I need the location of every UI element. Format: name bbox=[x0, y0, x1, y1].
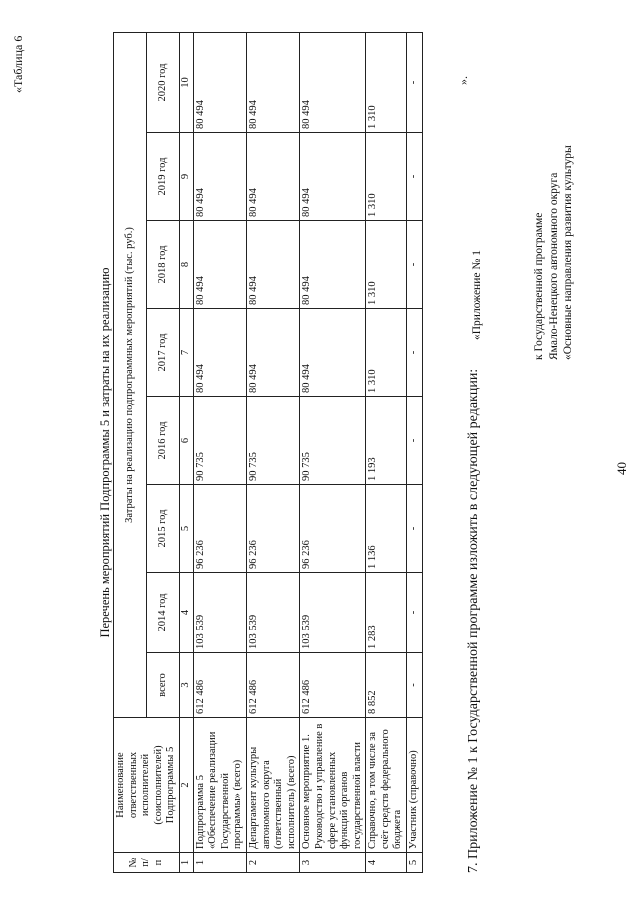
row-value: 1 283 bbox=[366, 573, 407, 653]
row-value: 96 236 bbox=[300, 485, 366, 573]
costs-table bbox=[113, 32, 423, 873]
row-value: 80 494 bbox=[300, 221, 366, 309]
column-index: 5 bbox=[179, 485, 193, 573]
row-value: - bbox=[407, 309, 423, 397]
column-index: 7 bbox=[179, 309, 193, 397]
row-value: 80 494 bbox=[193, 133, 246, 221]
column-index: 3 bbox=[179, 653, 193, 718]
row-value: - bbox=[407, 397, 423, 485]
row-value: - bbox=[407, 133, 423, 221]
row-value: - bbox=[407, 221, 423, 309]
row-value: 103 539 bbox=[193, 573, 246, 653]
row-value: 90 735 bbox=[246, 397, 299, 485]
column-index-row bbox=[179, 33, 193, 873]
page-number: 40 bbox=[614, 462, 629, 475]
row-value: 612 486 bbox=[193, 653, 246, 718]
row-value: 80 494 bbox=[193, 33, 246, 133]
row-value: 8 852 bbox=[366, 653, 407, 718]
column-index: 9 bbox=[179, 133, 193, 221]
row-value: 90 735 bbox=[300, 397, 366, 485]
table-row bbox=[366, 33, 407, 873]
row-number: 3 bbox=[300, 853, 366, 873]
header-costs: Затраты на реализацию подпрограммных мероприятий (тыс. руб.) bbox=[114, 33, 147, 718]
row-value: 612 486 bbox=[300, 653, 366, 718]
appendix-title: «Приложение № 1 bbox=[471, 250, 483, 340]
table-label: «Таблица 6 bbox=[11, 35, 25, 93]
section-heading: 7. Приложение № 1 к Государственной программе изложить в следующей редакции: bbox=[466, 368, 481, 873]
row-value: 1 310 bbox=[366, 309, 407, 397]
table-row bbox=[407, 33, 423, 873]
appendix-line: «Основные направления развития культуры bbox=[562, 145, 575, 360]
row-value: - bbox=[407, 573, 423, 653]
row-value: 80 494 bbox=[300, 133, 366, 221]
appendix-block bbox=[470, 30, 576, 360]
row-value: - bbox=[407, 653, 423, 718]
row-value: - bbox=[407, 33, 423, 133]
header-year: 2020 год bbox=[146, 33, 179, 133]
row-value: 1 310 bbox=[366, 221, 407, 309]
row-value: 96 236 bbox=[246, 485, 299, 573]
table-title: Перечень мероприятий Подпрограммы 5 и затраты на их реализацию bbox=[98, 267, 112, 638]
row-value: 1 310 bbox=[366, 33, 407, 133]
row-number: 2 bbox=[246, 853, 299, 873]
row-value: 80 494 bbox=[193, 221, 246, 309]
column-index: 2 bbox=[179, 718, 193, 853]
column-index: 10 bbox=[179, 33, 193, 133]
row-value: 1 310 bbox=[366, 133, 407, 221]
row-value: 1 136 bbox=[366, 485, 407, 573]
row-value: 80 494 bbox=[300, 33, 366, 133]
header-year: 2018 год bbox=[146, 221, 179, 309]
row-name: Основное мероприятие 1. Руководство и управление в сфере установленных функций органов государственной власти bbox=[300, 718, 366, 853]
row-value: - bbox=[407, 485, 423, 573]
row-name: Справочно, в том числе за счёт средств федерального бюджета bbox=[366, 718, 407, 853]
row-number: 4 bbox=[366, 853, 407, 873]
row-value: 80 494 bbox=[193, 309, 246, 397]
row-value: 80 494 bbox=[246, 221, 299, 309]
row-value: 103 539 bbox=[246, 573, 299, 653]
column-index: 4 bbox=[179, 573, 193, 653]
row-name: Участник (справочно) bbox=[407, 718, 423, 853]
header-year: 2014 год bbox=[146, 573, 179, 653]
appendix-line: к Государственной программе bbox=[533, 212, 546, 360]
row-number: 1 bbox=[193, 853, 246, 873]
header-number: № п/п bbox=[114, 853, 180, 873]
column-index: 1 bbox=[179, 853, 193, 873]
table-row bbox=[193, 33, 246, 873]
row-name: Подпрограмма 5 «Обеспечение реализации Государственной программы» (всего) bbox=[193, 718, 246, 853]
row-value: 80 494 bbox=[246, 133, 299, 221]
row-value: 96 236 bbox=[193, 485, 246, 573]
header-year: 2015 год bbox=[146, 485, 179, 573]
row-value: 80 494 bbox=[246, 33, 299, 133]
row-value: 103 539 bbox=[300, 573, 366, 653]
table-row bbox=[300, 33, 366, 873]
header-year: 2016 год bbox=[146, 397, 179, 485]
row-value: 80 494 bbox=[300, 309, 366, 397]
header-name: Наименование ответственных исполнителей (соисполнителей) Подпрограммы 5 bbox=[114, 718, 180, 853]
header-year: 2017 год bbox=[146, 309, 179, 397]
header-year: 2019 год bbox=[146, 133, 179, 221]
appendix-line: Ямало-Ненецкого автономного округа bbox=[547, 172, 560, 360]
row-value: 90 735 bbox=[193, 397, 246, 485]
closing-quote: ». bbox=[456, 76, 470, 85]
row-value: 1 193 bbox=[366, 397, 407, 485]
row-value: 80 494 bbox=[246, 309, 299, 397]
row-value: 612 486 bbox=[246, 653, 299, 718]
column-index: 6 bbox=[179, 397, 193, 485]
column-index: 8 bbox=[179, 221, 193, 309]
table-row bbox=[246, 33, 299, 873]
row-number: 5 bbox=[407, 853, 423, 873]
row-name: Департамент культуры автономного округа (ответственный исполнитель) (всего) bbox=[246, 718, 299, 853]
header-total: всего bbox=[146, 653, 179, 718]
